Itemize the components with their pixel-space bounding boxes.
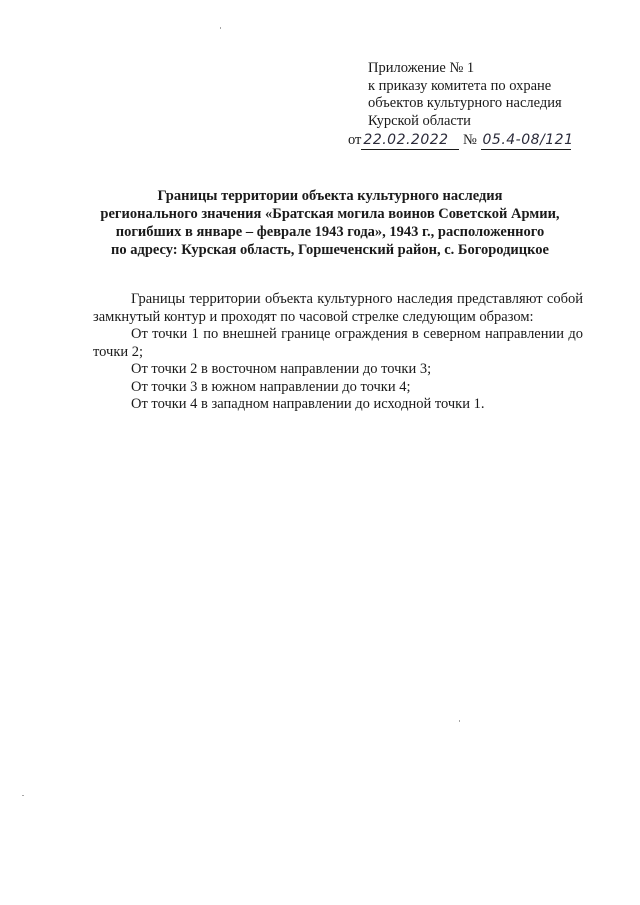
document-body bbox=[93, 291, 583, 414]
body-paragraph-point-4: От точки 4 в западном направлении до исходной точки 1. bbox=[131, 396, 485, 412]
order-number-label: № bbox=[463, 132, 477, 148]
scan-speck bbox=[22, 795, 24, 796]
title-line: регионального значения «Братская могила воинов Советской Армии, bbox=[100, 206, 560, 222]
scan-speck bbox=[220, 27, 221, 29]
appendix-line-order: к приказу комитета по охране bbox=[368, 77, 552, 94]
body-paragraph-point-1: От точки 1 по внешней границе ограждения в северном направлении до точки 2; bbox=[93, 326, 583, 360]
appendix-line-region: Курской области bbox=[368, 112, 471, 129]
appendix-title: Приложение № 1 bbox=[368, 60, 475, 76]
title-line: по адресу: Курская область, Горшеченский район, с. Богородицкое bbox=[111, 242, 549, 258]
title-line: погибших в январе – феврале 1943 года», 1943 г., расположенного bbox=[115, 224, 545, 240]
body-paragraph-point-3: От точки 3 в южном направлении до точки 4; bbox=[131, 378, 411, 395]
appendix-line-committee: объектов культурного наследия bbox=[368, 95, 562, 111]
body-paragraph-intro: Границы территории объекта культурного наследия представляют собой замкнутый контур и проходят по часовой стрелке следующим образом: bbox=[93, 291, 583, 325]
appendix-header bbox=[368, 60, 618, 130]
order-number-handwritten: 05.4-08/121 bbox=[482, 132, 574, 148]
body-paragraph-point-2: От точки 2 в восточном направлении до точки 3; bbox=[131, 361, 432, 377]
order-reference bbox=[348, 131, 574, 150]
document-title bbox=[60, 187, 600, 259]
order-date-handwritten: 22.02.2022 bbox=[361, 131, 459, 150]
scan-speck bbox=[459, 720, 460, 722]
order-date-prefix: от bbox=[348, 132, 362, 148]
title-line: Границы территории объекта культурного наследия bbox=[157, 188, 503, 204]
